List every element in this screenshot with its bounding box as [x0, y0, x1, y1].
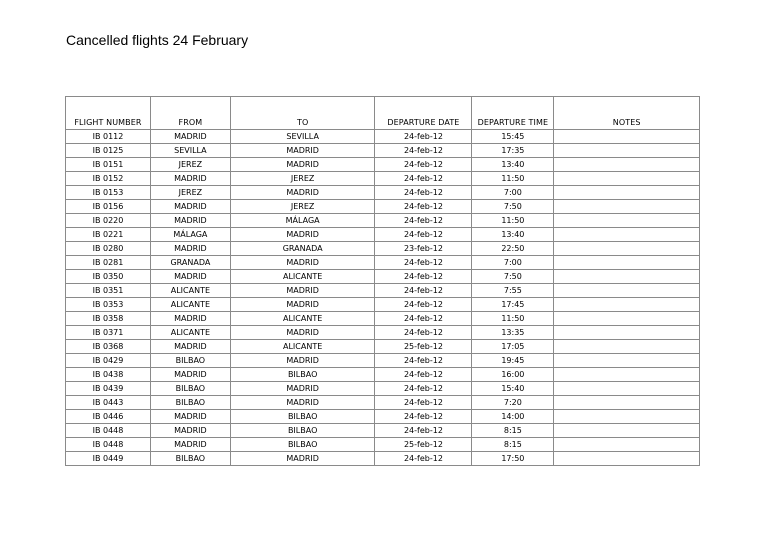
- departure-time-cell: 17:05: [472, 340, 554, 354]
- to-cell: MADRID: [230, 256, 375, 270]
- table-row: [66, 158, 700, 172]
- table-row: [66, 424, 700, 438]
- from-cell: MADRID: [150, 340, 230, 354]
- table-row: [66, 284, 700, 298]
- departure-time-cell: 7:00: [472, 256, 554, 270]
- notes-cell: [554, 256, 700, 270]
- departure-time-cell: 11:50: [472, 214, 554, 228]
- departure-time-cell: 11:50: [472, 312, 554, 326]
- flight-number-cell: IB 0449: [66, 452, 151, 466]
- cancelled-flights-table: [65, 96, 700, 466]
- from-cell: MADRID: [150, 368, 230, 382]
- departure-time-cell: 7:20: [472, 396, 554, 410]
- departure-date-cell: 24-feb-12: [375, 186, 472, 200]
- departure-date-cell: 24-feb-12: [375, 368, 472, 382]
- flight-number-cell: IB 0351: [66, 284, 151, 298]
- from-cell: MADRID: [150, 410, 230, 424]
- departure-date-cell: 24-feb-12: [375, 396, 472, 410]
- column-header-departure-date: DEPARTURE DATE: [375, 117, 472, 130]
- departure-time-cell: 13:40: [472, 228, 554, 242]
- notes-cell: [554, 228, 700, 242]
- to-cell: JEREZ: [230, 200, 375, 214]
- column-header-to: TO: [230, 117, 375, 130]
- to-cell: SEVILLA: [230, 130, 375, 144]
- departure-date-cell: 24-feb-12: [375, 256, 472, 270]
- from-cell: MADRID: [150, 130, 230, 144]
- flight-number-cell: IB 0220: [66, 214, 151, 228]
- table-row: [66, 340, 700, 354]
- departure-time-cell: 7:50: [472, 200, 554, 214]
- departure-time-cell: 15:40: [472, 382, 554, 396]
- table-row: [66, 214, 700, 228]
- departure-date-cell: 24-feb-12: [375, 452, 472, 466]
- flight-number-cell: IB 0221: [66, 228, 151, 242]
- flight-number-cell: IB 0280: [66, 242, 151, 256]
- from-cell: BILBAO: [150, 452, 230, 466]
- from-cell: JEREZ: [150, 186, 230, 200]
- notes-cell: [554, 424, 700, 438]
- departure-time-cell: 13:40: [472, 158, 554, 172]
- table-row: [66, 172, 700, 186]
- notes-cell: [554, 270, 700, 284]
- departure-time-cell: 11:50: [472, 172, 554, 186]
- departure-date-cell: 24-feb-12: [375, 284, 472, 298]
- from-cell: ALICANTE: [150, 326, 230, 340]
- notes-cell: [554, 214, 700, 228]
- table-row: [66, 410, 700, 424]
- document-title: Cancelled flights 24 February: [66, 32, 249, 48]
- header-spacer-row: [66, 97, 700, 118]
- notes-cell: [554, 172, 700, 186]
- to-cell: MADRID: [230, 158, 375, 172]
- from-cell: MADRID: [150, 242, 230, 256]
- departure-date-cell: 24-feb-12: [375, 424, 472, 438]
- to-cell: MADRID: [230, 284, 375, 298]
- flight-number-cell: IB 0353: [66, 298, 151, 312]
- to-cell: BILBAO: [230, 438, 375, 452]
- flight-number-cell: IB 0443: [66, 396, 151, 410]
- notes-cell: [554, 396, 700, 410]
- to-cell: MADRID: [230, 228, 375, 242]
- notes-cell: [554, 298, 700, 312]
- table-row: [66, 438, 700, 452]
- notes-cell: [554, 130, 700, 144]
- from-cell: BILBAO: [150, 396, 230, 410]
- notes-cell: [554, 382, 700, 396]
- departure-date-cell: 24-feb-12: [375, 130, 472, 144]
- table-row: [66, 242, 700, 256]
- to-cell: BILBAO: [230, 368, 375, 382]
- flight-number-cell: IB 0350: [66, 270, 151, 284]
- departure-time-cell: 17:35: [472, 144, 554, 158]
- from-cell: MADRID: [150, 214, 230, 228]
- header-spacer-cell: [150, 97, 230, 118]
- departure-time-cell: 7:55: [472, 284, 554, 298]
- flight-number-cell: IB 0358: [66, 312, 151, 326]
- header-spacer-cell: [554, 97, 700, 118]
- table-row: [66, 144, 700, 158]
- flight-number-cell: IB 0152: [66, 172, 151, 186]
- flight-number-cell: IB 0371: [66, 326, 151, 340]
- flight-number-cell: IB 0151: [66, 158, 151, 172]
- flight-number-cell: IB 0438: [66, 368, 151, 382]
- from-cell: BILBAO: [150, 382, 230, 396]
- departure-time-cell: 15:45: [472, 130, 554, 144]
- from-cell: MADRID: [150, 200, 230, 214]
- to-cell: BILBAO: [230, 424, 375, 438]
- from-cell: MADRID: [150, 438, 230, 452]
- header-spacer-cell: [472, 97, 554, 118]
- notes-cell: [554, 368, 700, 382]
- to-cell: ALICANTE: [230, 340, 375, 354]
- departure-date-cell: 24-feb-12: [375, 228, 472, 242]
- departure-date-cell: 24-feb-12: [375, 312, 472, 326]
- to-cell: MADRID: [230, 382, 375, 396]
- flight-number-cell: IB 0156: [66, 200, 151, 214]
- flight-number-cell: IB 0448: [66, 438, 151, 452]
- notes-cell: [554, 354, 700, 368]
- flight-number-cell: IB 0112: [66, 130, 151, 144]
- departure-time-cell: 8:15: [472, 424, 554, 438]
- table-row: [66, 312, 700, 326]
- column-header-notes: NOTES: [554, 117, 700, 130]
- flight-number-cell: IB 0448: [66, 424, 151, 438]
- table-row: [66, 256, 700, 270]
- table-header-row: [66, 117, 700, 130]
- departure-time-cell: 16:00: [472, 368, 554, 382]
- table-body: [66, 130, 700, 466]
- flight-number-cell: IB 0281: [66, 256, 151, 270]
- departure-date-cell: 24-feb-12: [375, 298, 472, 312]
- departure-time-cell: 14:00: [472, 410, 554, 424]
- notes-cell: [554, 284, 700, 298]
- table-row: [66, 326, 700, 340]
- flight-number-cell: IB 0153: [66, 186, 151, 200]
- departure-date-cell: 24-feb-12: [375, 382, 472, 396]
- table-row: [66, 396, 700, 410]
- departure-date-cell: 24-feb-12: [375, 200, 472, 214]
- departure-date-cell: 24-feb-12: [375, 410, 472, 424]
- table-row: [66, 382, 700, 396]
- departure-date-cell: 24-feb-12: [375, 270, 472, 284]
- to-cell: BILBAO: [230, 410, 375, 424]
- table-row: [66, 452, 700, 466]
- from-cell: GRANADA: [150, 256, 230, 270]
- departure-time-cell: 7:50: [472, 270, 554, 284]
- departure-date-cell: 24-feb-12: [375, 144, 472, 158]
- notes-cell: [554, 340, 700, 354]
- to-cell: MADRID: [230, 298, 375, 312]
- notes-cell: [554, 158, 700, 172]
- departure-date-cell: 24-feb-12: [375, 354, 472, 368]
- departure-date-cell: 25-feb-12: [375, 438, 472, 452]
- column-header-from: FROM: [150, 117, 230, 130]
- table-row: [66, 228, 700, 242]
- to-cell: MADRID: [230, 452, 375, 466]
- to-cell: MADRID: [230, 144, 375, 158]
- column-header-flight-number: FLIGHT NUMBER: [66, 117, 151, 130]
- flight-number-cell: IB 0439: [66, 382, 151, 396]
- from-cell: MADRID: [150, 424, 230, 438]
- flight-number-cell: IB 0429: [66, 354, 151, 368]
- table-row: [66, 200, 700, 214]
- to-cell: MADRID: [230, 396, 375, 410]
- from-cell: BILBAO: [150, 354, 230, 368]
- to-cell: MADRID: [230, 354, 375, 368]
- notes-cell: [554, 452, 700, 466]
- departure-date-cell: 24-feb-12: [375, 214, 472, 228]
- to-cell: ALICANTE: [230, 270, 375, 284]
- to-cell: JEREZ: [230, 172, 375, 186]
- to-cell: GRANADA: [230, 242, 375, 256]
- departure-time-cell: 19:45: [472, 354, 554, 368]
- departure-time-cell: 22:50: [472, 242, 554, 256]
- departure-time-cell: 8:15: [472, 438, 554, 452]
- from-cell: MÁLAGA: [150, 228, 230, 242]
- notes-cell: [554, 200, 700, 214]
- flight-number-cell: IB 0368: [66, 340, 151, 354]
- table-row: [66, 368, 700, 382]
- departure-date-cell: 25-feb-12: [375, 340, 472, 354]
- from-cell: JEREZ: [150, 158, 230, 172]
- table-row: [66, 270, 700, 284]
- table-row: [66, 298, 700, 312]
- departure-date-cell: 24-feb-12: [375, 158, 472, 172]
- departure-time-cell: 7:00: [472, 186, 554, 200]
- to-cell: ALICANTE: [230, 312, 375, 326]
- from-cell: MADRID: [150, 172, 230, 186]
- flight-number-cell: IB 0125: [66, 144, 151, 158]
- notes-cell: [554, 438, 700, 452]
- from-cell: ALICANTE: [150, 284, 230, 298]
- from-cell: MADRID: [150, 270, 230, 284]
- table-row: [66, 130, 700, 144]
- departure-date-cell: 24-feb-12: [375, 326, 472, 340]
- flight-number-cell: IB 0446: [66, 410, 151, 424]
- departure-time-cell: 17:45: [472, 298, 554, 312]
- to-cell: MADRID: [230, 326, 375, 340]
- to-cell: MÁLAGA: [230, 214, 375, 228]
- notes-cell: [554, 410, 700, 424]
- header-spacer-cell: [375, 97, 472, 118]
- notes-cell: [554, 326, 700, 340]
- notes-cell: [554, 242, 700, 256]
- to-cell: MADRID: [230, 186, 375, 200]
- from-cell: MADRID: [150, 312, 230, 326]
- notes-cell: [554, 144, 700, 158]
- notes-cell: [554, 312, 700, 326]
- departure-date-cell: 24-feb-12: [375, 172, 472, 186]
- header-spacer-cell: [66, 97, 151, 118]
- table-row: [66, 186, 700, 200]
- from-cell: ALICANTE: [150, 298, 230, 312]
- from-cell: SEVILLA: [150, 144, 230, 158]
- notes-cell: [554, 186, 700, 200]
- column-header-departure-time: DEPARTURE TIME: [472, 117, 554, 130]
- departure-date-cell: 23-feb-12: [375, 242, 472, 256]
- table-row: [66, 354, 700, 368]
- header-spacer-cell: [230, 97, 375, 118]
- departure-time-cell: 13:35: [472, 326, 554, 340]
- departure-time-cell: 17:50: [472, 452, 554, 466]
